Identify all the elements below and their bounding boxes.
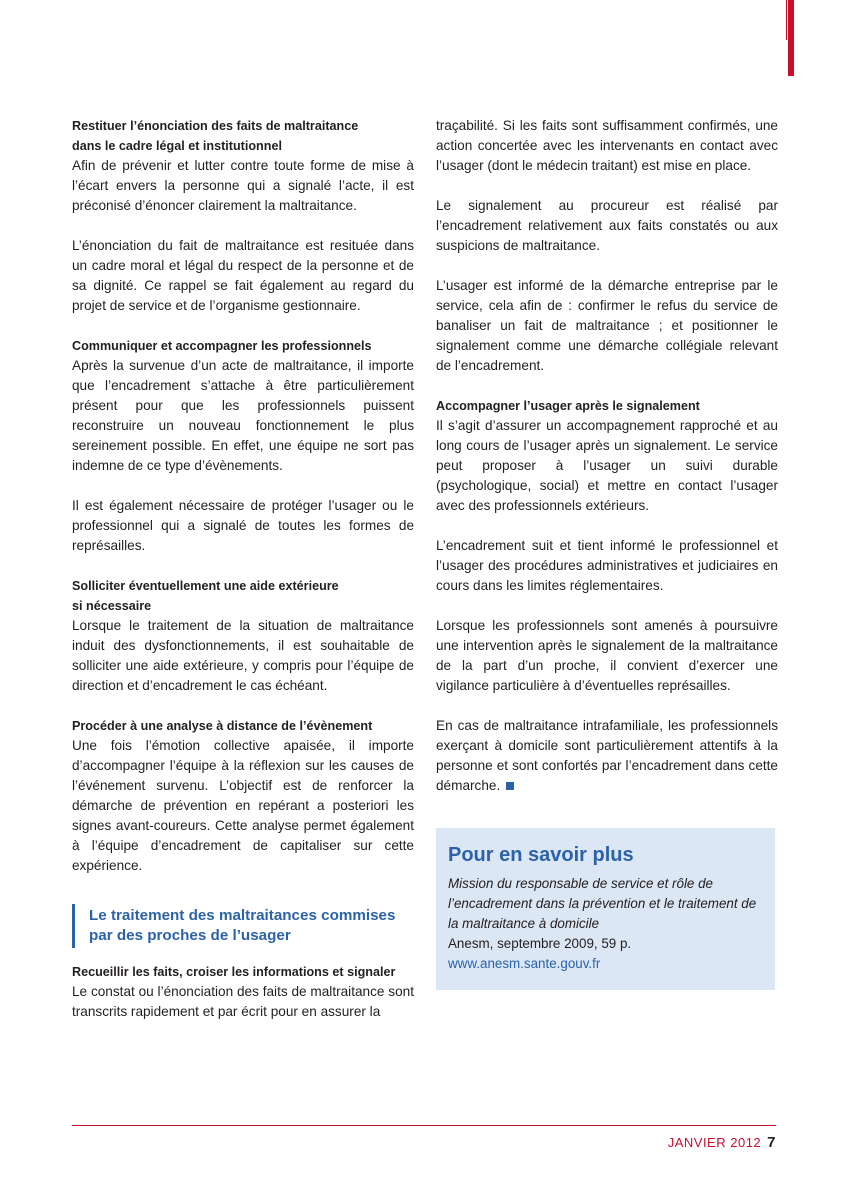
paragraph-solliciter <box>72 576 414 696</box>
body-text: En cas de maltraitance intrafamiliale, les professionnels exerçant à domicile sont particulièrement attentifs à la personne et sont confortés par l’encadrement dans cette démarche. <box>436 718 778 793</box>
body-text: L’usager est informé de la démarche entreprise par le service, cela afin de : confirmer le refus du service de banaliser un fait de maltraitance ; et positionner le signalement comme une démarche collégiale relevant de l’encadrement. <box>436 278 778 373</box>
body-text: Il s’agit d’assurer un accompagnement rapproché et au long cours de l’usager après un signalement. Le service peut proposer à l’usager un suivi durable (psychologique, social) et mettre en contact l’usager avec des professionnels extérieurs. <box>436 418 778 513</box>
body-text: Afin de prévenir et lutter contre toute forme de mise à l’écart envers la personne qui a signalé l’acte, il est préconisé d’énoncer clairement la maltraitance. <box>72 158 414 213</box>
paragraph-recueillir <box>72 962 414 1022</box>
paragraph-analyse <box>72 716 414 876</box>
body-text: traçabilité. Si les faits sont suffisamment confirmés, une action concertée avec les intervenants en contact avec l’usager (dont le médecin traitant) est mise en place. <box>436 118 778 173</box>
subheading: dans le cadre légal et institutionnel <box>72 139 282 153</box>
subheading: Solliciter éventuellement une aide extérieure <box>72 579 339 593</box>
box-title: Pour en savoir plus <box>448 844 634 866</box>
publication-source: Anesm, septembre 2009, 59 p. <box>448 936 632 951</box>
further-reading-box <box>436 828 775 990</box>
top-edge-thin-line <box>786 0 787 40</box>
subheading: Procéder à une analyse à distance de l’évènement <box>72 719 373 733</box>
footer-rule <box>72 1125 776 1126</box>
top-edge-accent-bar <box>788 0 794 76</box>
right-column <box>436 116 778 796</box>
section-heading: Le traitement des maltraitances commises par des proches de l’usager <box>72 904 414 948</box>
paragraph-accompagner <box>436 396 778 516</box>
subheading: si nécessaire <box>72 599 152 613</box>
paragraph-final <box>436 716 778 796</box>
body-text: L’énonciation du fait de maltraitance est resituée dans un cadre moral et légal du respect de la personne et de sa dignité. Ce rappel se fait également au regard du projet de service et de l’organisme gestionnaire. <box>72 238 414 313</box>
page-number: 7 <box>767 1134 776 1151</box>
left-column <box>72 116 414 1022</box>
body-text: Le constat ou l’énonciation des faits de maltraitance sont transcrits rapidement et par écrit pour en assurer la <box>72 984 414 1019</box>
body-text: Il est également nécessaire de protéger l’usager ou le professionnel qui a signalé de toutes les formes de représailles. <box>72 498 414 553</box>
body-text: Lorsque le traitement de la situation de maltraitance induit des dysfonctionnements, il est souhaitable de solliciter une aide extérieure, y compris pour l’équipe de direction et d’encadrement le cas échéant. <box>72 618 414 693</box>
body-text: Le signalement au procureur est réalisé par l’encadrement relativement aux faits constatés ou aux suspicions de maltraitance. <box>436 198 778 253</box>
box-content <box>448 874 759 974</box>
footer <box>668 1134 776 1151</box>
end-of-article-square-icon <box>506 782 514 790</box>
body-text: Après la survenue d’un acte de maltraitance, il importe que l’encadrement s’attache à être particulièrement présent pour que les professionnels puissent reconstruire un nouveau fonctionnement le plus sereinement possible. En effet, une équipe ne sort pas indemne de ce type d’évènements. <box>72 358 414 473</box>
paragraph-communiquer <box>72 336 414 476</box>
subheading: Restituer l’énonciation des faits de maltraitance <box>72 119 359 133</box>
subheading: Communiquer et accompagner les professionnels <box>72 339 372 353</box>
body-text: Une fois l’émotion collective apaisée, il importe d’accompagner l’équipe à la réflexion sur les causes de l’événement survenu. L’objectif est de renforcer la démarche de prévention en repérant a posteriori les signes avant-coureurs. Cette analyse permet également à l’équipe d’encadrement de capitaliser sur cette expérience. <box>72 738 414 873</box>
publication-title: Mission du responsable de service et rôle de l’encadrement dans la prévention et le traitement de la maltraitance à domicile <box>448 876 757 931</box>
body-text: Lorsque les professionnels sont amenés à poursuivre une intervention après le signalement de la maltraitance de la part d’un proche, il convient d’exercer une vigilance particulière à d’éventuelles représailles. <box>436 618 778 693</box>
subheading: Recueillir les faits, croiser les informations et signaler <box>72 965 396 979</box>
subheading: Accompagner l’usager après le signalement <box>436 399 700 413</box>
footer-date: JANVIER 2012 <box>667 1135 762 1150</box>
paragraph-restituer <box>72 116 414 216</box>
body-text: L’encadrement suit et tient informé le professionnel et l’usager des procédures administratives et judiciaires en cours dans les limites réglementaires. <box>436 538 778 593</box>
website-link[interactable]: www.anesm.sante.gouv.fr <box>448 956 601 971</box>
